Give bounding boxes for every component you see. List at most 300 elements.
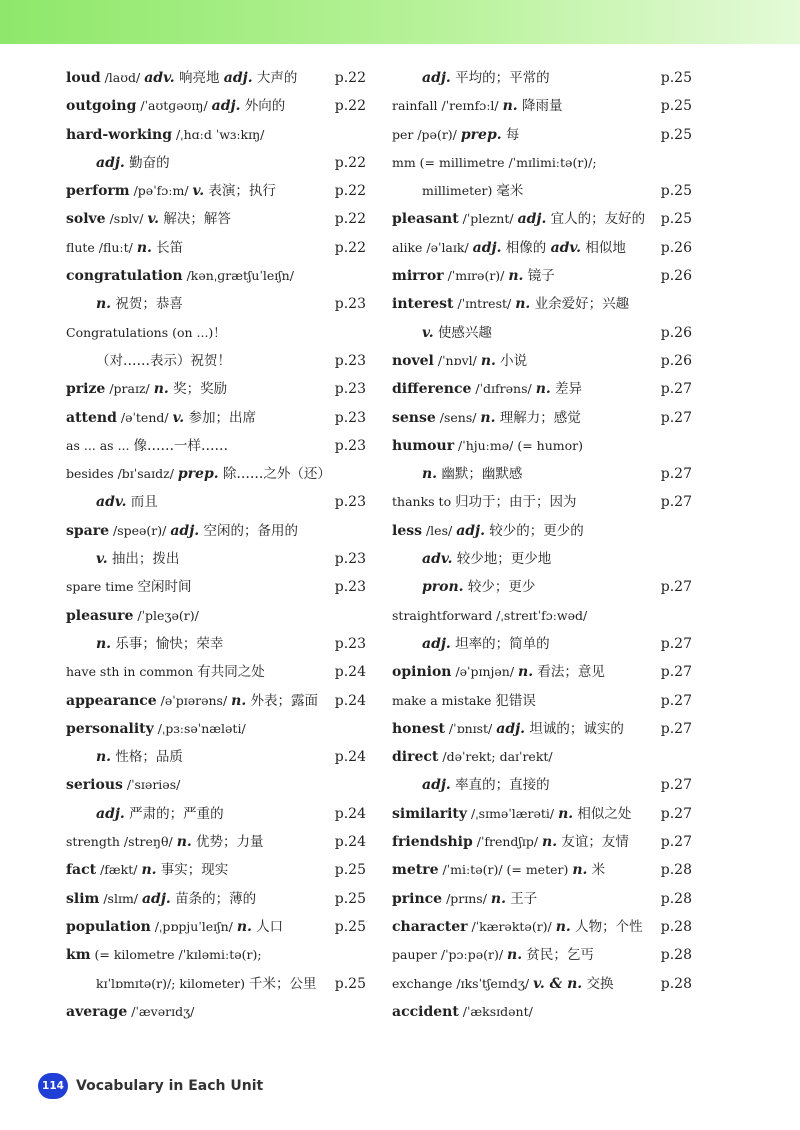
vocab-entry [392, 687, 692, 715]
vocab-entry [66, 602, 366, 630]
part-of-speech: v. [172, 409, 185, 426]
part-of-speech: prep. [460, 126, 502, 143]
phonetic: /slɪm/ [99, 890, 142, 906]
entry-text [66, 488, 158, 516]
entry-text [392, 460, 522, 488]
headword: interest [392, 296, 454, 313]
vocab-entry [392, 290, 692, 318]
page-ref: p.27 [660, 805, 692, 822]
entry-text [66, 573, 191, 601]
page-ref: p.27 [660, 777, 692, 794]
phonetic: mm (= millimetre /ˈmɪlimiːtə(r)/; [392, 154, 597, 170]
vocab-entry [66, 262, 366, 290]
vocab-entry [66, 64, 366, 92]
part-of-speech: n. [480, 352, 496, 369]
vocab-column-right [392, 64, 692, 1026]
part-of-speech: n. [507, 947, 523, 964]
entry-text [66, 234, 183, 262]
page-footer [38, 1072, 263, 1100]
entry-text [392, 998, 533, 1026]
entry-text [392, 149, 597, 177]
phonetic: /fækt/ [96, 862, 142, 878]
headword: perform [66, 183, 130, 200]
page-ref: p.25 [660, 98, 692, 115]
entry-text [392, 177, 523, 205]
part-of-speech: adv. [422, 551, 453, 568]
vocab-entry [392, 121, 692, 149]
entry-text [392, 545, 551, 573]
entry-text [392, 375, 582, 403]
part-of-speech: adj. [422, 70, 451, 86]
entry-text [392, 913, 643, 941]
entry-text [66, 432, 228, 460]
phonetic: /əˈpɪnjən/ [451, 664, 519, 680]
definition: 苗条的；薄的 [170, 890, 257, 907]
definition: 王子 [505, 890, 538, 907]
phonetic: /ˈɒnɪst/ [444, 720, 497, 736]
vocab-entry [66, 234, 366, 262]
part-of-speech: n. [572, 862, 588, 879]
definition: 每 [501, 126, 520, 143]
entry-text [66, 602, 199, 630]
page-ref: p.27 [660, 720, 692, 737]
headword: metre [392, 862, 439, 879]
entry-text [392, 432, 583, 460]
page-ref: p.23 [334, 635, 366, 652]
entry-text [392, 800, 631, 828]
vocab-entry [392, 149, 692, 177]
page-ref: p.25 [334, 890, 366, 907]
phonetic: /ˈhjuːmə/ (= humor) [454, 437, 583, 453]
part-of-speech: n. [558, 805, 574, 822]
part-of-speech: n. [518, 664, 534, 681]
entry-text [392, 658, 605, 686]
page-ref: p.25 [660, 126, 692, 143]
vocab-entry [392, 800, 692, 828]
phonetic: Congratulations (on ...)！ [66, 324, 226, 340]
part-of-speech: adj. [456, 522, 485, 539]
headword: accident [392, 1003, 459, 1020]
entry-text [392, 488, 577, 516]
part-of-speech: pron. [422, 579, 464, 596]
definition: 交换 [582, 975, 614, 992]
page-ref: p.27 [660, 664, 692, 681]
page-ref: p.25 [334, 975, 366, 992]
definition: 除……之外（还） [218, 466, 331, 483]
vocab-entry [66, 121, 366, 149]
definition: 相似地 [581, 239, 626, 256]
entry-text [392, 743, 553, 771]
entry-text [392, 347, 527, 375]
part-of-speech: adv. [144, 70, 175, 86]
vocab-entry [66, 658, 366, 686]
vocab-entry [66, 913, 366, 941]
headword: slim [66, 890, 100, 907]
page-ref: p.28 [660, 862, 692, 879]
phonetic: millimeter) [422, 183, 497, 199]
definition: 差异 [550, 381, 583, 398]
entry-text [392, 319, 492, 347]
headword: novel [392, 352, 434, 369]
definition: 率直的；直接的 [450, 777, 550, 794]
definition: 千米；公里 [249, 975, 317, 992]
entry-text [392, 687, 536, 715]
part-of-speech: adj. [223, 70, 253, 86]
vocab-entry [66, 375, 366, 403]
phonetic: /əˈpɪərəns/ [156, 692, 232, 708]
page-ref: p.24 [334, 749, 366, 766]
page-number: 114 [38, 1073, 68, 1099]
phonetic: /sɒlv/ [105, 211, 148, 227]
headword: solve [66, 211, 106, 228]
part-of-speech: n. [535, 381, 551, 398]
entry-text [66, 771, 180, 799]
page-ref: p.22 [334, 98, 366, 115]
vocab-entry [392, 92, 692, 120]
vocab-entry [392, 658, 692, 686]
vocab-entry [392, 545, 692, 573]
vocab-entry [392, 517, 692, 545]
entry-text [66, 658, 265, 686]
footer-title: Vocabulary in Each Unit [76, 1078, 264, 1094]
page-ref: p.27 [660, 409, 692, 426]
phonetic: /ˈnɒvl/ [433, 352, 481, 368]
part-of-speech: adj. [96, 154, 125, 171]
entry-text [66, 290, 183, 318]
definition: 毫米 [496, 183, 524, 200]
phonetic: pauper /ˈpɔːpə(r)/ [392, 947, 508, 963]
phonetic: /ˈaʊtɡəʊɪŋ/ [136, 98, 212, 114]
definition: 贫民；乞丐 [522, 947, 594, 964]
page-ref: p.24 [334, 805, 366, 822]
part-of-speech: v. [147, 211, 160, 228]
vocab-entry [66, 460, 366, 488]
definition: 而且 [126, 494, 158, 511]
page-ref: p.22 [334, 239, 366, 256]
headword: average [66, 1003, 128, 1020]
entry-text [66, 998, 194, 1026]
part-of-speech: n. [422, 466, 438, 483]
definition: 奖；奖励 [168, 381, 228, 398]
definition: 有共同之处 [197, 664, 265, 681]
page-ref: p.25 [334, 862, 366, 879]
part-of-speech: n. [480, 409, 496, 426]
headword: mirror [392, 268, 444, 285]
part-of-speech: n. [96, 296, 112, 313]
headword: opinion [392, 664, 452, 681]
page-ref: p.22 [334, 154, 366, 171]
page-ref: p.28 [660, 947, 692, 964]
definition: 长笛 [151, 239, 184, 256]
headword: difference [392, 381, 472, 398]
definition: （对……表示）祝贺！ [96, 352, 231, 369]
definition: 抽出；拨出 [107, 551, 180, 568]
definition: 相似之处 [573, 805, 632, 822]
phonetic: /ˈæksɪdənt/ [458, 1003, 533, 1019]
definition: 小说 [495, 352, 528, 369]
part-of-speech: adj. [422, 777, 451, 794]
phonetic: /ˈdɪfrəns/ [471, 381, 536, 397]
vocab-entry [392, 913, 692, 941]
page-ref: p.26 [660, 239, 692, 256]
vocab-entry [392, 234, 692, 262]
phonetic: /kənˌɡrætʃuˈleɪʃn/ [182, 268, 294, 284]
definition: 空闲时间 [137, 579, 192, 596]
entry-text [392, 573, 535, 601]
definition: 较少；更少 [463, 579, 536, 596]
entry-text [66, 92, 285, 120]
page-ref: p.27 [660, 635, 692, 652]
entry-text [66, 319, 226, 347]
phonetic: /speə(r)/ [109, 522, 171, 538]
page-ref: p.25 [334, 918, 366, 935]
vocab-entry [66, 432, 366, 460]
entry-text [392, 856, 605, 884]
part-of-speech: adj. [496, 720, 526, 737]
vocab-entry [66, 205, 366, 233]
headword: fact [66, 862, 97, 879]
headword: similarity [392, 805, 468, 822]
phonetic: /ˌhɑːd ˈwɜːkɪŋ/ [171, 126, 265, 142]
vocab-entry [66, 800, 366, 828]
headword: congratulation [66, 268, 183, 285]
part-of-speech: adj. [96, 805, 125, 822]
definition: 优势；力量 [191, 834, 264, 851]
entry-text [66, 941, 262, 969]
page-ref: p.27 [660, 381, 692, 398]
vocab-entry [392, 347, 692, 375]
entry-text [66, 885, 256, 913]
definition: 友谊；友情 [557, 834, 629, 851]
entry-text [66, 970, 317, 998]
phonetic: as ... as ... [66, 437, 134, 453]
phonetic: make a mistake [392, 692, 496, 708]
phonetic: /ˌpɜːsəˈnæləti/ [153, 720, 246, 736]
entry-text [392, 828, 629, 856]
page-ref: p.26 [660, 352, 692, 369]
part-of-speech: n. [490, 890, 506, 907]
definition: 祝贺；恭喜 [111, 296, 183, 313]
phonetic: /ˌsɪməˈlærəti/ [467, 805, 559, 821]
phonetic: /pəˈfɔːm/ [129, 183, 193, 199]
definition: 空闲的；备用的 [199, 522, 298, 539]
definition: 坦诚的；诚实的 [525, 720, 624, 737]
definition: 平均的；平常的 [450, 70, 550, 86]
vocab-entry [66, 856, 366, 884]
page-ref: p.27 [660, 579, 692, 596]
vocab-entry [66, 970, 366, 998]
page-ref: p.22 [334, 70, 366, 86]
phonetic: /ˈmɪrə(r)/ [443, 268, 509, 284]
phonetic: /əˈtend/ [116, 409, 173, 425]
definition: 人物；个性 [570, 918, 643, 935]
definition: 解决；解答 [159, 211, 231, 228]
part-of-speech: v. & n. [533, 975, 583, 992]
vocab-entry [392, 573, 692, 601]
entry-text [66, 800, 224, 828]
page-ref: p.27 [660, 834, 692, 851]
phonetic: straightforward /ˌstreɪtˈfɔːwəd/ [392, 607, 588, 623]
part-of-speech: n. [555, 918, 571, 935]
headword: personality [66, 720, 154, 737]
phonetic: /ˌpɒpjuˈleɪʃn/ [150, 918, 237, 934]
definition: 幽默；幽默感 [437, 466, 523, 483]
phonetic: thanks to [392, 494, 456, 510]
page-ref: p.23 [334, 551, 366, 568]
vocab-entry [66, 149, 366, 177]
phonetic: alike /əˈlaɪk/ [392, 239, 473, 255]
page-ref: p.28 [660, 918, 692, 935]
part-of-speech: n. [96, 635, 112, 652]
phonetic: kɪˈlɒmɪtə(r)/; kilometer) [96, 975, 249, 991]
phonetic: /ˈævərɪdʒ/ [127, 1003, 195, 1019]
entry-text [66, 743, 183, 771]
phonetic: /ˈɪntrest/ [453, 296, 516, 312]
headword: loud [66, 70, 101, 86]
page-ref: p.25 [660, 70, 692, 86]
part-of-speech: v. [192, 183, 205, 200]
headword: outgoing [66, 98, 137, 115]
part-of-speech: adv. [96, 494, 127, 511]
vocab-entry [66, 715, 366, 743]
vocab-entry [392, 941, 692, 969]
definition: 宜人的；友好的 [546, 211, 646, 228]
definition: 理解力；感觉 [495, 409, 581, 426]
vocab-entry [392, 177, 692, 205]
entry-text [66, 177, 276, 205]
entry-text [392, 64, 550, 92]
headword: pleasure [66, 607, 134, 624]
part-of-speech: n. [96, 749, 112, 766]
entry-text [66, 375, 227, 403]
entry-text [66, 517, 298, 545]
part-of-speech: n. [508, 268, 524, 285]
vocab-entry [392, 205, 692, 233]
page-ref: p.22 [334, 183, 366, 200]
headword: serious [66, 777, 123, 794]
vocab-entry [66, 687, 366, 715]
part-of-speech: n. [153, 381, 169, 398]
definition: 外向的 [240, 98, 286, 115]
headword: direct [392, 749, 439, 766]
phonetic: per /pə(r)/ [392, 126, 461, 142]
page-ref: p.23 [334, 579, 366, 596]
vocab-entry [392, 262, 692, 290]
vocab-entry [66, 404, 366, 432]
top-banner [0, 0, 800, 44]
part-of-speech: n. [515, 296, 531, 313]
page-ref: p.28 [660, 975, 692, 992]
part-of-speech: adj. [517, 211, 547, 228]
definition: 米 [587, 862, 606, 879]
part-of-speech: prep. [177, 466, 219, 483]
vocab-entry [66, 885, 366, 913]
phonetic: /ˈpleznt/ [458, 211, 518, 227]
headword: prize [66, 381, 106, 398]
phonetic: rainfall /ˈreɪnfɔːl/ [392, 98, 503, 114]
vocab-entry [66, 545, 366, 573]
entry-text [66, 715, 246, 743]
phonetic: /praɪz/ [105, 381, 154, 397]
page-ref: p.23 [334, 352, 366, 369]
entry-text [66, 121, 264, 149]
phonetic: flute /fluːt/ [66, 239, 137, 255]
definition: 像……一样…… [133, 437, 228, 454]
phonetic: /laʊd/ [100, 70, 145, 85]
entry-text [66, 262, 294, 290]
vocab-entry [392, 64, 692, 92]
vocab-entry [66, 941, 366, 969]
vocab-entry [392, 970, 692, 998]
part-of-speech: adj. [422, 635, 451, 652]
phonetic: besides /bɪˈsaɪdz/ [66, 466, 178, 482]
vocab-entry [392, 630, 692, 658]
vocab-entry [66, 743, 366, 771]
entry-text [392, 602, 587, 630]
part-of-speech: adj. [472, 239, 502, 256]
definition: 严肃的；严重的 [124, 805, 224, 822]
entry-text [392, 205, 645, 233]
page-ref: p.24 [334, 664, 366, 681]
vocab-entry [392, 375, 692, 403]
headword: appearance [66, 692, 157, 709]
headword: population [66, 918, 151, 935]
page-ref: p.26 [660, 324, 692, 341]
entry-text [66, 460, 331, 488]
entry-text [66, 630, 223, 658]
headword: honest [392, 720, 445, 737]
headword: friendship [392, 834, 473, 851]
definition: 较少的；更少的 [485, 522, 584, 539]
vocab-entry [392, 488, 692, 516]
phonetic: exchange /ɪksˈtʃeɪndʒ/ [392, 975, 534, 991]
part-of-speech: adv. [550, 239, 582, 256]
vocab-entry [66, 488, 366, 516]
phonetic: /ˈsɪəriəs/ [122, 777, 181, 793]
vocab-entry [392, 432, 692, 460]
vocab-entry [66, 517, 366, 545]
vocab-entry [392, 998, 692, 1026]
page-ref: p.25 [660, 183, 692, 200]
phonetic: have sth in common [66, 664, 198, 680]
page-ref: p.23 [334, 296, 366, 313]
entry-text [66, 687, 318, 715]
vocab-entry [66, 998, 366, 1026]
vocab-entry [392, 856, 692, 884]
phonetic: spare time [66, 579, 138, 595]
phonetic: /prɪns/ [442, 890, 491, 906]
definition: 人口 [251, 918, 284, 935]
definition: 响亮地 [174, 70, 224, 86]
vocab-entry [392, 743, 692, 771]
entry-text [392, 715, 624, 743]
headword: humour [392, 437, 455, 454]
headword: less [392, 522, 422, 539]
phonetic: /les/ [422, 522, 457, 538]
page-ref: p.27 [660, 692, 692, 709]
part-of-speech: n. [136, 239, 152, 256]
definition: 勤奋的 [124, 154, 170, 171]
vocab-entry [66, 573, 366, 601]
entry-text [392, 262, 555, 290]
vocab-entry [66, 771, 366, 799]
page-ref: p.27 [660, 494, 692, 511]
entry-text [66, 205, 231, 233]
phonetic: /ˈfrendʃɪp/ [472, 834, 543, 850]
entry-text [392, 517, 584, 545]
headword: pleasant [392, 211, 459, 228]
entry-text [66, 64, 297, 92]
